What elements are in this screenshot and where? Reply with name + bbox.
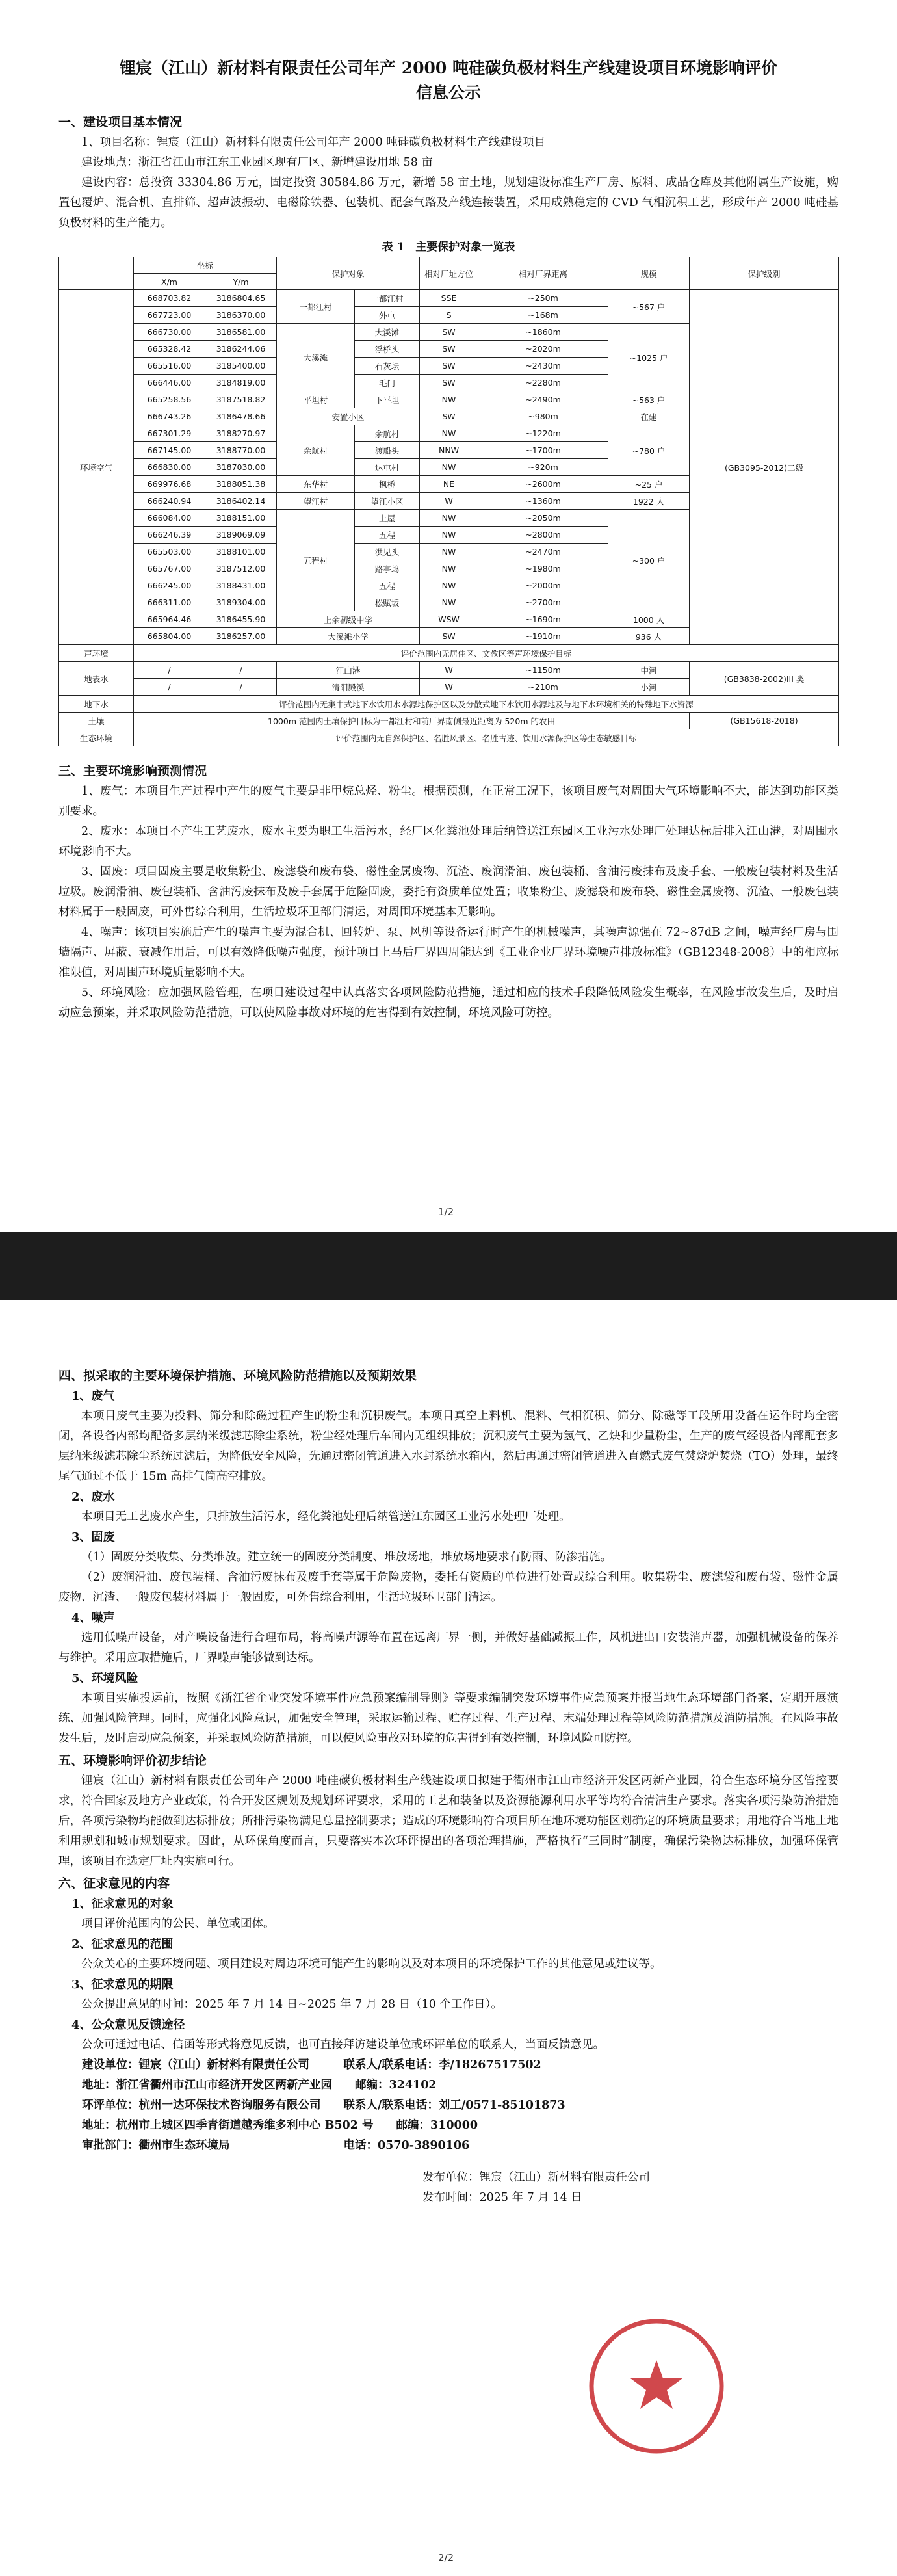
cell-y: 3186581.00 xyxy=(205,324,277,341)
document-title xyxy=(58,56,838,105)
page-number-1: 1/2 xyxy=(438,1206,454,1218)
header-target: 保护对象 xyxy=(277,257,420,290)
group-daxitan: 大溪滩 xyxy=(277,324,355,391)
cell-slash: / xyxy=(134,662,205,679)
solid-waste-text-2: （2）废润滑油、废包装桶、含油污废抹布及废手套等属于危险废物，委托有资质的单位进行处置或综合利用。收集粉尘、废滤袋和废布袋、磁性金属废物、沉渣、一般废包装材料属于一般固废，可外售综合利用，生活垃圾环卫部门清运。 xyxy=(58,1571,838,1604)
group-wucheng: 五程村 xyxy=(277,510,355,611)
scale-wucheng: ~300 户 xyxy=(608,510,690,611)
scale-school2: 936 人 xyxy=(608,628,690,645)
cell-dist: ~1980m xyxy=(478,560,608,577)
group-school1: 上余初级中学 xyxy=(277,611,420,628)
surface-water-label: 地表水 xyxy=(59,662,134,696)
publisher: 发布单位：锂宸（江山）新材料有限责任公司 xyxy=(422,2171,650,2184)
document-page-1 xyxy=(0,0,897,1232)
cell-dir: W xyxy=(420,493,478,510)
consult-period-text: 公众提出意见的时间：2025 年 7 月 14 日~2025 年 7 月 28 日（10 个工作日）。 xyxy=(81,1998,502,2011)
cell-x: 665328.42 xyxy=(134,341,205,358)
ecology-label: 生态环境 xyxy=(59,729,134,746)
table-row-ecology xyxy=(59,729,839,746)
feedback-text: 公众可通过电话、信函等形式将意见反馈，也可直接拜访建设单位或环评单位的联系人，当面反馈意见。 xyxy=(81,2038,604,2051)
cell-sub: 松赋坂 xyxy=(355,594,420,611)
impact-waste-gas: 1、废气：本项目生产过程中产生的废气主要是非甲烷总烃、粉尘。根据预测，在正常工况下，该项目废气对周围大气环境影响不大，能达到功能区类别要求。 xyxy=(58,785,838,818)
group-donghua: 东华村 xyxy=(277,476,355,493)
cell-x: 665503.00 xyxy=(134,544,205,560)
cell-dist: ~2050m xyxy=(478,510,608,527)
air-level: (GB3095-2012)二级 xyxy=(690,290,839,645)
project-location: 建设地点：浙江省江山市江东工业园区现有厂区、新增建设用地 58 亩 xyxy=(81,156,433,169)
group-yuhang: 余航村 xyxy=(277,425,355,476)
cell-sub: 一都江村 xyxy=(355,290,420,307)
cell-sub: 枫桥 xyxy=(355,476,420,493)
page-number-2: 2/2 xyxy=(438,2552,454,2564)
cell-dist: ~2600m xyxy=(478,476,608,493)
cell-y: 3186455.90 xyxy=(205,611,277,628)
noise-heading: 4、噪声 xyxy=(72,1611,115,1625)
scale-pingtan: ~563 户 xyxy=(608,391,690,408)
cell-y: 3188770.00 xyxy=(205,442,277,459)
scale-wangjiang: 1922 人 xyxy=(608,493,690,510)
cell-dist: ~980m xyxy=(478,408,608,425)
ecology-text: 评价范围内无自然保护区、名胜风景区、名胜古迹、饮用水源保护区等生态敏感目标 xyxy=(134,729,839,746)
cell-dir: NW xyxy=(420,391,478,408)
river-2-dist: ~210m xyxy=(478,679,608,696)
solid-waste-text-1: （1）固废分类收集、分类堆放。建立统一的固废分类制度、堆放场地，堆放场地要求有防雨、防渗措施。 xyxy=(81,1551,612,1564)
cell-dist: ~1910m xyxy=(478,628,608,645)
cell-x: 666245.00 xyxy=(134,577,205,594)
cell-y: 3184819.00 xyxy=(205,375,277,391)
group-wangjiang: 望江村 xyxy=(277,493,355,510)
impact-solid-waste: 3、固废：项目固废主要是收集粉尘、废滤袋和废布袋、磁性金属废物、沉渣、废润滑油、废包装桶、含油污废抹布及废手套、一般废包装材料及生活垃圾。废润滑油、废包装桶、含油污废抹布及废手套属于危险固废，委托有资质单位处置；收集粉尘、废滤袋和废布袋、磁性金属废物、沉渣、一般废包装材料属于一般固废，可外售综合利用，生活垃圾环卫部门清运，对周围环境基本无影响。 xyxy=(58,865,838,919)
table-row-soil xyxy=(59,713,839,729)
groundwater-label: 地下水 xyxy=(59,696,134,713)
cell-dir: SW xyxy=(420,358,478,375)
cell-dist: ~1700m xyxy=(478,442,608,459)
cell-y: 3186244.06 xyxy=(205,341,277,358)
cell-sub: 上屋 xyxy=(355,510,420,527)
contact-eia-unit: 环评单位：杭州一达环保技术咨询服务有限公司 联系人/联系电话：刘工/0571-85101873 xyxy=(82,2099,566,2112)
cell-sub: 望江小区 xyxy=(355,493,420,510)
cell-dir: NNW xyxy=(420,442,478,459)
groundwater-text: 评价范围内无集中式地下水饮用水水源地保护区以及分散式地下水饮用水源地及与地下水环境相关的特殊地下水资源 xyxy=(134,696,839,713)
cell-dir: NW xyxy=(420,459,478,476)
env-air-label: 环境空气 xyxy=(59,290,134,645)
cell-y: 3189304.00 xyxy=(205,594,277,611)
cell-dir: NW xyxy=(420,425,478,442)
noise-text: 选用低噪声设备，对产噪设备进行合理布局，将高噪声源等布置在远离厂界一侧，并做好基础减振工作，风机进出口安装消声器，加强机械设备的保养与维护。采用应取措施后，厂界噪声能够做到达标。 xyxy=(58,1631,838,1664)
soil-label: 土壤 xyxy=(59,713,134,729)
cell-y: 3186402.14 xyxy=(205,493,277,510)
scale-daxitan: ~1025 户 xyxy=(608,324,690,391)
group-yidu: 一都江村 xyxy=(277,290,355,324)
cell-x: 666311.00 xyxy=(134,594,205,611)
cell-slash: / xyxy=(205,679,277,696)
cell-x: 665258.56 xyxy=(134,391,205,408)
cell-dir: NW xyxy=(420,527,478,544)
cell-y: 3189069.09 xyxy=(205,527,277,544)
cell-sub: 余航村 xyxy=(355,425,420,442)
header-level: 保护级别 xyxy=(690,257,839,290)
section-3-heading: 三、主要环境影响预测情况 xyxy=(58,764,207,778)
impact-waste-water: 2、废水：本项目不产生工艺废水，废水主要为职工生活污水，经厂区化粪池处理后纳管送江东园区工业污水处理厂处理达标后排入江山港，对周围水环境影响不大。 xyxy=(58,825,838,858)
cell-y: 3188151.00 xyxy=(205,510,277,527)
cell-sub: 五程 xyxy=(355,527,420,544)
cell-y: 3188051.38 xyxy=(205,476,277,493)
cell-dir: SW xyxy=(420,324,478,341)
table-row-groundwater xyxy=(59,696,839,713)
protection-targets-table xyxy=(58,257,839,746)
cell-sub: 下平坦 xyxy=(355,391,420,408)
cell-x: 667145.00 xyxy=(134,442,205,459)
consult-target-text: 项目评价范围内的公民、单位或团体。 xyxy=(81,1917,275,1930)
cell-dist: ~2490m xyxy=(478,391,608,408)
group-school2: 大溪滩小学 xyxy=(277,628,420,645)
cell-dist: ~250m xyxy=(478,290,608,307)
cell-x: 666240.94 xyxy=(134,493,205,510)
scale-school1: 1000 人 xyxy=(608,611,690,628)
title-line-2: 信息公示 xyxy=(415,83,481,102)
cell-x: 666246.39 xyxy=(134,527,205,544)
cell-dir: NW xyxy=(420,544,478,560)
cell-dir: S xyxy=(420,307,478,324)
conclusion-text: 锂宸（江山）新材料有限责任公司年产 2000 吨硅碳负极材料生产线建设项目拟建于衢州市江山市经济开发区两新产业园，符合生态环境分区管控要求，符合国家及地方产业政策，符合开发区规划及规划环评要求，采用的工艺和装备以及资源能源利用水平等均符合清洁生产要求。落实各项污染防治措施后，各项污染物均能做到达标排放；所排污染物满足总量控制要求；造成的环境影响符合项目所在地环境功能区划确定的环境质量要求；用地符合当地土地利用规划和城市规划要求。因此，从环保角度而言，只要落实本次环评提出的各项治理措施，严格执行“三同时”制度，确保污染物达标排放，加强环保管理，该项目在选定厂址内实施可行。 xyxy=(58,1774,838,1868)
waste-gas-text: 本项目废气主要为投料、筛分和除磁过程产生的粉尘和沉积废气。本项目真空上料机、混料、气相沉积、筛分、除磁等工段所用设备在运作时均全密闭，各设备内部均配备多层纳米级滤芯除尘系统，粉尘经处理后车间内无组织排放；沉积废气主要为氢气、乙炔和少量粉尘，生产的废气经设备内部配套多层纳米级滤芯除尘系统过滤后，为降低安全风险，先通过密闭管道进入水封系统水箱内，然后再通过密闭管道进入直燃式废气焚烧炉焚烧（TO）处理，最终尾气通过不低于 15m 高排气筒高空排放。 xyxy=(58,1410,838,1483)
cell-sub: 外屯 xyxy=(355,307,420,324)
river-1-scale: 中河 xyxy=(608,662,690,679)
page-2-content xyxy=(58,1359,838,2208)
cell-y: 3186804.65 xyxy=(205,290,277,307)
cell-y: 3187512.00 xyxy=(205,560,277,577)
impact-risk: 5、环境风险：应加强风险管理，在项目建设过程中认真落实各项风险防范措施，通过相应的技术手段降低风险发生概率，在风险事故发生后，及时启动应急预案，并采取风险防范措施，可以使风险事故对环境的危害得到有效控制，环境风险可防控。 xyxy=(58,986,838,1019)
cell-dist: ~1220m xyxy=(478,425,608,442)
header-blank xyxy=(59,257,134,290)
header-direction: 相对厂址方位 xyxy=(420,257,478,290)
contact-approval-dept: 审批部门：衢州市生态环境局 电话：0570-3890106 xyxy=(82,2139,470,2152)
cell-dir: SW xyxy=(420,628,478,645)
sound-text: 评价范围内无居住区、文教区等声环境保护目标 xyxy=(134,645,839,662)
cell-dist: ~1860m xyxy=(478,324,608,341)
cell-y: 3185400.00 xyxy=(205,358,277,375)
solid-waste-heading: 3、固废 xyxy=(72,1531,115,1544)
waste-water-text: 本项目无工艺废水产生，只排放生活污水，经化粪池处理后纳管送江东园区工业污水处理厂处理。 xyxy=(81,1510,571,1523)
cell-y: 3186478.66 xyxy=(205,408,277,425)
cell-dir: SSE xyxy=(420,290,478,307)
cell-sub: 毛门 xyxy=(355,375,420,391)
cell-dist: ~2800m xyxy=(478,527,608,544)
header-scale: 规模 xyxy=(608,257,690,290)
cell-dir: NW xyxy=(420,560,478,577)
cell-y: 3188431.00 xyxy=(205,577,277,594)
document-page-2 xyxy=(0,1300,897,2576)
header-coordinate: 坐标 xyxy=(134,257,277,274)
scale-yuhang: ~780 户 xyxy=(608,425,690,476)
cell-slash: / xyxy=(134,679,205,696)
cell-x: 665804.00 xyxy=(134,628,205,645)
risk-heading: 5、环境风险 xyxy=(72,1672,138,1685)
cell-dist: ~2280m xyxy=(478,375,608,391)
cell-sub: 五程 xyxy=(355,577,420,594)
publisher-block xyxy=(58,2168,838,2208)
river-1-dist: ~1150m xyxy=(478,662,608,679)
cell-dist: ~168m xyxy=(478,307,608,324)
table-row-surface-water xyxy=(59,662,839,679)
risk-text: 本项目实施投运前，按照《浙江省企业突发环境事件应急预案编制导则》等要求编制突发环境事件应急预案并报当地生态环境部门备案，定期开展演练、加强风险管理。同时，应强化风险意识，加强安全管理，采取运输过程、贮存过程、生产过程、末端处理过程等风险防范措施及消防措施。在风险事故发生后，及时启动应急预案，并采取风险防范措施，可以使风险事故对环境的危害得到有效控制，环境风险可防控。 xyxy=(58,1692,838,1745)
project-content: 建设内容：总投资 33304.86 万元，固定投资 30584.86 万元，新增 58 亩土地，规划建设标准生产厂房、原料、成品仓库及其他附属生产设施，购置包覆炉、混合机、直排筛、超声波振动、电磁除铁器、包装机、配套气路及产线连接装置，采用成熟稳定的 CVD 气相沉积工艺，形成年产 2000 吨硅基负极材料的生产能力。 xyxy=(58,176,838,230)
header-x: X/m xyxy=(134,274,205,290)
cell-y: 3186370.00 xyxy=(205,307,277,324)
cell-dir: NW xyxy=(420,577,478,594)
river-2: 清阳殿溪 xyxy=(277,679,420,696)
contact-builder-address: 地址：浙江省衢州市江山市经济开发区两新产业园 邮编：324102 xyxy=(82,2079,437,2092)
cell-dist: ~2430m xyxy=(478,358,608,375)
consult-scope-text: 公众关心的主要环境问题、项目建设对周边环境可能产生的影响以及对本项目的环境保护工作的其他意见或建议等。 xyxy=(81,1958,662,1971)
cell-x: 669976.68 xyxy=(134,476,205,493)
group-pingtan: 平坦村 xyxy=(277,391,355,408)
table-row-sound xyxy=(59,645,839,662)
cell-sub: 渡船头 xyxy=(355,442,420,459)
cell-x: 665767.00 xyxy=(134,560,205,577)
river-1: 江山港 xyxy=(277,662,420,679)
river-2-dir: W xyxy=(420,679,478,696)
river-2-scale: 小河 xyxy=(608,679,690,696)
cell-dist: ~920m xyxy=(478,459,608,476)
cell-y: 3188270.97 xyxy=(205,425,277,442)
scale-yidu: ~567 户 xyxy=(608,290,690,324)
consult-scope-heading: 2、征求意见的范围 xyxy=(72,1938,174,1951)
cell-dist: ~2470m xyxy=(478,544,608,560)
cell-x: 666830.00 xyxy=(134,459,205,476)
cell-x: 666084.00 xyxy=(134,510,205,527)
publish-date: 发布时间：2025 年 7 月 14 日 xyxy=(422,2191,582,2204)
cell-dir: NE xyxy=(420,476,478,493)
cell-x: 668703.82 xyxy=(134,290,205,307)
title-line-1: 锂宸（江山）新材料有限责任公司年产 2000 吨硅碳负极材料生产线建设项目环境影响评价 xyxy=(120,59,777,77)
cell-y: 3187030.00 xyxy=(205,459,277,476)
cell-sub: 路亭坞 xyxy=(355,560,420,577)
contact-builder: 建设单位：锂宸（江山）新材料有限责任公司 联系人/联系电话：李/18267517502 xyxy=(82,2058,541,2071)
cell-x: 665964.46 xyxy=(134,611,205,628)
consult-target-heading: 1、征求意见的对象 xyxy=(72,1897,174,1911)
cell-dir: NW xyxy=(420,594,478,611)
surface-water-level: (GB3838-2002)III 类 xyxy=(690,662,839,696)
cell-x: 665516.00 xyxy=(134,358,205,375)
cell-sub: 大溪滩 xyxy=(355,324,420,341)
cell-dir: SW xyxy=(420,408,478,425)
page-separator xyxy=(0,1232,897,1300)
page-1-content xyxy=(58,56,838,1023)
cell-dist: ~1690m xyxy=(478,611,608,628)
project-name: 1、项目名称：锂宸（江山）新材料有限责任公司年产 2000 吨硅碳负极材料生产线建设项目 xyxy=(81,136,546,149)
company-seal-icon xyxy=(585,2315,728,2458)
consult-period-heading: 3、征求意见的期限 xyxy=(72,1978,174,1991)
scale-anzhi: 在建 xyxy=(608,408,690,425)
cell-dir: WSW xyxy=(420,611,478,628)
cell-x: 666730.00 xyxy=(134,324,205,341)
feedback-heading: 4、公众意见反馈途径 xyxy=(72,2018,185,2032)
cell-slash: / xyxy=(205,662,277,679)
header-distance: 相对厂界距离 xyxy=(478,257,608,290)
header-y: Y/m xyxy=(205,274,277,290)
cell-dir: SW xyxy=(420,341,478,358)
table-row xyxy=(59,290,839,307)
cell-sub: 洪见头 xyxy=(355,544,420,560)
cell-x: 666743.26 xyxy=(134,408,205,425)
scale-fengqiao: ~25 户 xyxy=(608,476,690,493)
cell-x: 667301.29 xyxy=(134,425,205,442)
soil-text: 1000m 范围内土壤保护目标为一都江村和前厂界南侧最近距离为 520m 的农田 xyxy=(134,713,690,729)
cell-sub: 石灰坛 xyxy=(355,358,420,375)
table-caption: 表 1 主要保护对象一览表 xyxy=(382,241,515,254)
section-6-heading: 六、征求意见的内容 xyxy=(58,1876,170,1891)
section-1-heading: 一、建设项目基本情况 xyxy=(58,115,183,129)
soil-level: (GB15618-2018) xyxy=(690,713,839,729)
cell-y: 3188101.00 xyxy=(205,544,277,560)
cell-dist: ~1360m xyxy=(478,493,608,510)
cell-x: 666446.00 xyxy=(134,375,205,391)
waste-gas-heading: 1、废气 xyxy=(72,1389,115,1403)
impact-noise: 4、噪声：该项目实施后产生的噪声主要为混合机、回转炉、泵、风机等设备运行时产生的机械噪声，其噪声源强在 72~87dB 之间，噪声经厂房与围墙隔声、屏蔽、衰减作用后，可以有效降低噪声强度，预计项目上马后厂界四周能达到《工业企业厂界环境噪声排放标准》（GB12348-2008）中的相应标准限值，对周围声环境质量影响不大。 xyxy=(58,926,838,979)
contact-eia-address: 地址：杭州市上城区四季青街道越秀维多利中心 B502 号 邮编：310000 xyxy=(82,2119,478,2132)
cell-y: 3187518.82 xyxy=(205,391,277,408)
cell-y: 3186257.00 xyxy=(205,628,277,645)
cell-sub: 达屯村 xyxy=(355,459,420,476)
cell-x: 667723.00 xyxy=(134,307,205,324)
cell-dist: ~2000m xyxy=(478,577,608,594)
waste-water-heading: 2、废水 xyxy=(72,1490,115,1504)
cell-dist: ~2700m xyxy=(478,594,608,611)
cell-sub: 浮桥头 xyxy=(355,341,420,358)
group-anzhi: 安置小区 xyxy=(277,408,420,425)
section-5-heading: 五、环境影响评价初步结论 xyxy=(58,1754,207,1768)
cell-dir: SW xyxy=(420,375,478,391)
river-1-dir: W xyxy=(420,662,478,679)
section-4-heading: 四、拟采取的主要环境保护措施、环境风险防范措施以及预期效果 xyxy=(58,1369,417,1383)
sound-label: 声环境 xyxy=(59,645,134,662)
cell-dist: ~2020m xyxy=(478,341,608,358)
cell-dir: NW xyxy=(420,510,478,527)
